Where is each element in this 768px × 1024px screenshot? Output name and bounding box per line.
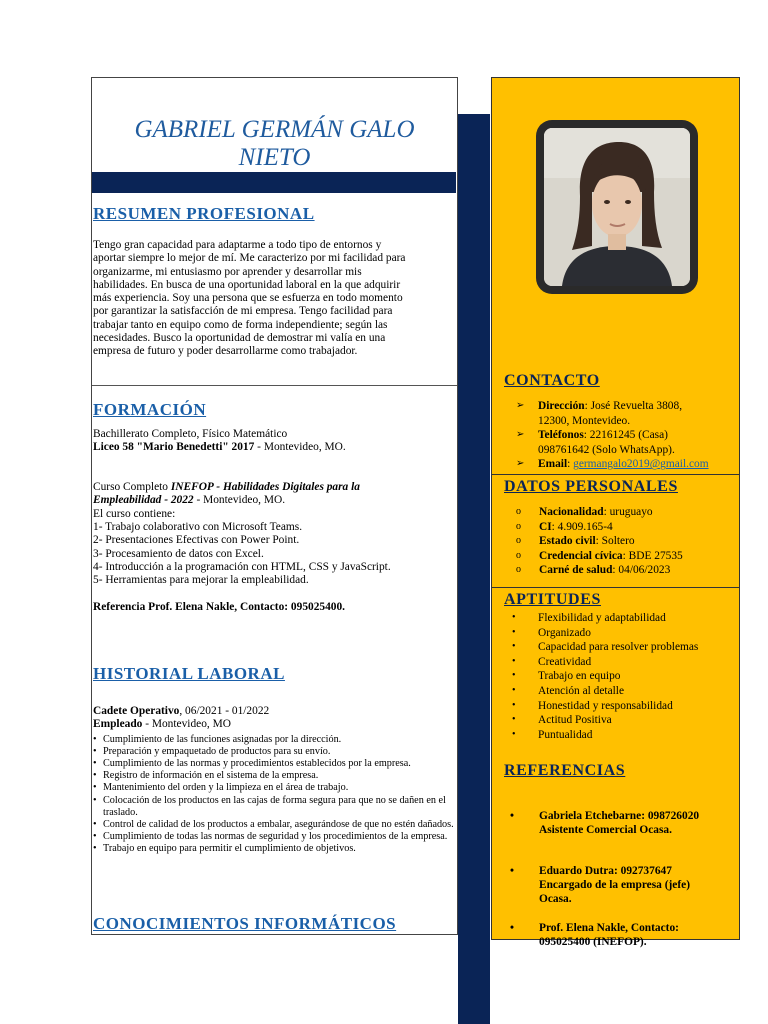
list-item: • Cumplimiento de todas las normas de seguridad y los procedimientos de la empresa.: [93, 831, 455, 843]
list-item: • Honestidad y responsabilidad: [512, 699, 673, 712]
sidebar-divider: [492, 587, 739, 588]
list-item: • Cumplimiento de las normas y procedimientos establecidos por la empresa.: [93, 758, 455, 770]
list-item: • Capacidad para resolver problemas: [512, 641, 699, 654]
task-list: [93, 734, 455, 856]
list-item: • Control de calidad de los productos a embalar, asegurándose de que no estén dañados.: [93, 819, 455, 831]
reference-item: • Prof. Elena Nakle, Contacto: 095025400 (INEFOP).: [510, 922, 679, 948]
list-item: o Carné de salud: 04/06/2023: [516, 564, 671, 577]
decorative-navy-bar: [458, 114, 490, 1024]
contact-address: ➢ Dirección: José Revuelta 3808, 12300, Montevideo.: [516, 400, 683, 427]
list-item: • Organizado: [512, 626, 591, 639]
reference-item: • Gabriela Etchebarne: 098726020 Asistente Comercial Ocasa.: [510, 810, 700, 836]
list-item: • Puntualidad: [512, 728, 593, 741]
profile-photo: [544, 128, 690, 286]
degree: Bachillerato Completo, Físico Matemático: [93, 428, 288, 440]
course-item: 2- Presentaciones Efectivas con Power Point.: [93, 534, 300, 547]
list-item: • Registro de información en el sistema de la empresa.: [93, 770, 455, 782]
profile-photo-frame: [536, 120, 698, 294]
course-item: 1- Trabajo colaborativo con Microsoft Teams.: [93, 521, 303, 534]
contact-phones: ➢ Teléfonos: 22161245 (Casa) 098761642 (Solo WhatsApp).: [516, 429, 675, 456]
list-item: • Trabajo en equipo para permitir el cumplimiento de objetivos.: [93, 843, 455, 855]
personal-list: [514, 505, 736, 578]
list-item: • Mantenimiento del orden y la limpieza en el área de trabajo.: [93, 782, 455, 794]
name-underline-bar: [92, 172, 456, 193]
candidate-name: GABRIEL GERMÁN GALO NIETO: [134, 116, 415, 171]
course-item: 4- Introducción a la programación con HTML, CSS y JavaScript.: [93, 560, 391, 573]
list-item: • Trabajo en equipo: [512, 670, 621, 683]
list-item: • Colocación de los productos en las cajas de forma segura para que no se dañen en el traslado.: [93, 795, 455, 819]
work-heading: HISTORIAL LABORAL: [93, 664, 285, 683]
sidebar: [491, 77, 740, 948]
list-item: o Estado civil: Soltero: [516, 535, 635, 548]
list-item: o Nacionalidad: uruguayo: [516, 506, 653, 518]
section-divider: [92, 385, 457, 386]
course-line-2: Empleabilidad - 2022 - Montevideo, MO.: [93, 494, 286, 507]
arrow-bullet-icon: ➢: [516, 400, 525, 411]
education-text: [93, 428, 455, 614]
education-reference: Referencia Prof. Elena Nakle, Contacto: 095025400.: [93, 600, 346, 613]
list-item: • Atención al detalle: [512, 684, 625, 697]
summary-heading: RESUMEN PROFESIONAL: [93, 204, 315, 223]
list-item: • Preparación y empaquetado de productos para su envío.: [93, 746, 455, 758]
course-contains: El curso contiene:: [93, 507, 176, 520]
list-item: • Flexibilidad y adaptabilidad: [512, 612, 666, 624]
personal-heading: DATOS PERSONALES: [504, 478, 678, 495]
contact-email: ➢ Email: germangalo2019@gmail.com: [516, 458, 709, 471]
contact-heading: CONTACTO: [504, 372, 600, 389]
course-item: 3- Procesamiento de datos con Excel.: [93, 547, 264, 560]
email-link[interactable]: germangalo2019@gmail.com: [573, 458, 709, 471]
reference-item: • Eduardo Dutra: 092737647 Encargado de la empresa (jefe) Ocasa.: [510, 865, 690, 905]
computing-heading: CONOCIMIENTOS INFORMÁTICOS: [93, 914, 397, 933]
list-item: • Actitud Positiva: [512, 714, 612, 727]
work-text: [93, 705, 455, 856]
contact-list: [512, 399, 736, 472]
course-line-1: Curso Completo INEFOP - Habilidades Digitales para la: [93, 481, 360, 494]
list-item: o CI: 4.909.165-4: [516, 520, 613, 533]
list-item: • Cumplimiento de las funciones asignadas por la dirección.: [93, 734, 455, 746]
arrow-bullet-icon: ➢: [516, 429, 525, 441]
employer: Empleado - Montevideo, MO: [93, 718, 231, 731]
main-column: [91, 77, 458, 935]
list-item: • Creatividad: [512, 655, 592, 668]
references-heading: REFERENCIAS: [504, 762, 626, 779]
arrow-bullet-icon: ➢: [516, 458, 525, 470]
sidebar-divider: [492, 474, 739, 475]
education-heading: FORMACIÓN: [93, 400, 207, 419]
school: Liceo 58 "Mario Benedetti" 2017 - Montevideo, MO.: [93, 441, 346, 454]
course-item: 5- Herramientas para mejorar la empleabilidad.: [93, 574, 309, 587]
skills-heading: APTITUDES: [504, 591, 601, 608]
role: Cadete Operativo, 06/2021 - 01/2022: [93, 705, 270, 717]
list-item: o Credencial cívica: BDE 27535: [516, 549, 683, 562]
skills-list: [512, 611, 736, 742]
summary-text: Tengo gran capacidad para adaptarme a todo tipo de entornos y aportar siempre lo mejor de mí. Me caracterizo por mi facilidad para organizarme, mi entusiasmo por aprender y desarrollar mis habilidades. En busca de una oportunidad laboral en la que adquirir más experiencia. Soy una persona que se esfuerza en todo momento por garantizar la satisfacción de mi empresa. Tengo facilidad para trabajar tanto en equipo como de forma independiente; según las necesidades. Busco la oportunidad de demostrar mi valía en una empresa de futuro y poder desarrollarme como trabajador.: [93, 239, 406, 358]
